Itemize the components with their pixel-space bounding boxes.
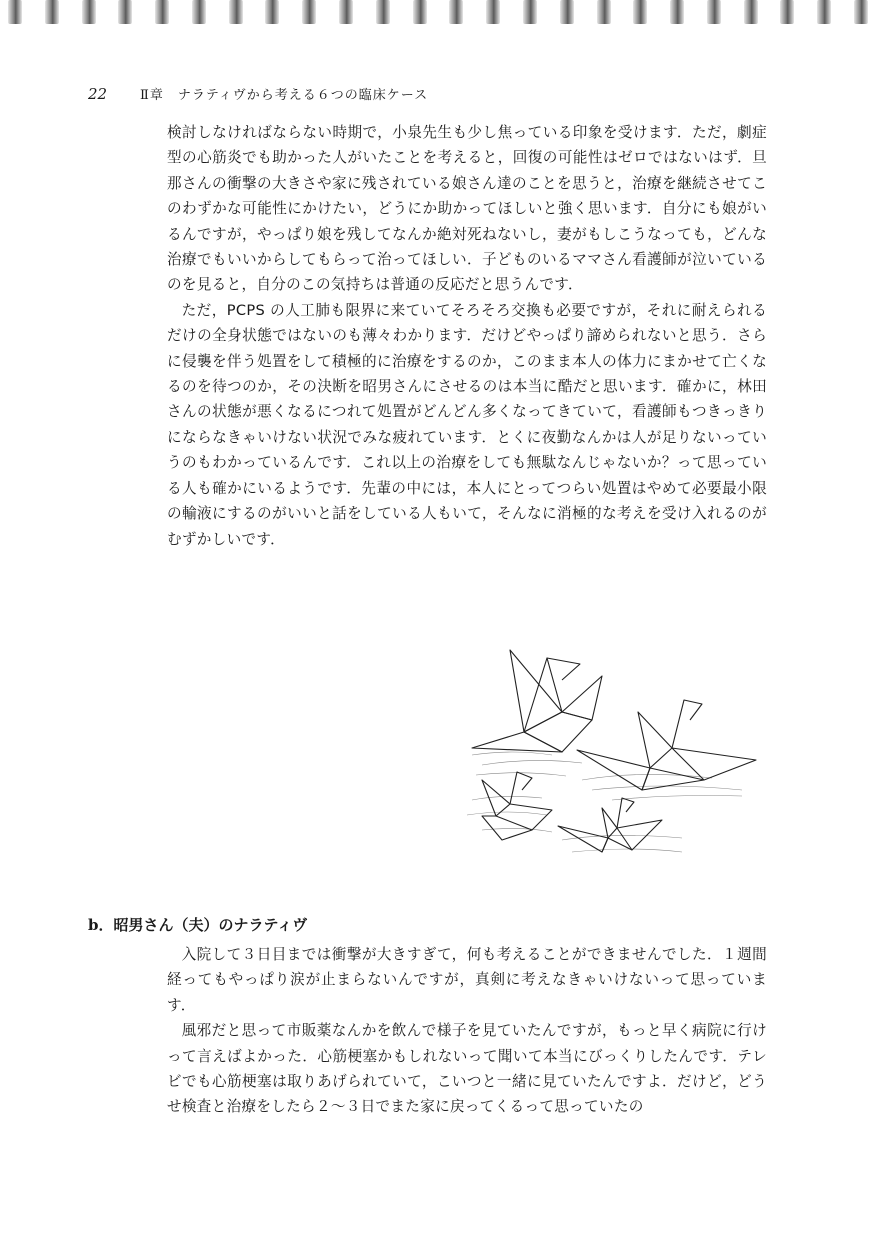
narrative-text-part1 <box>167 120 767 552</box>
crane-3 <box>482 772 552 840</box>
narrative-text-part2 <box>167 942 767 1120</box>
binding-strip <box>0 0 876 26</box>
crane-1 <box>472 650 602 752</box>
origami-cranes-illustration <box>462 640 762 870</box>
paragraph: 風邪だと思って市販薬なんかを飲んで様子を見ていたんですが，もっと早く病院に行けって言えばよかった．心筋梗塞かもしれないって聞いて本当にびっくりしたんです．テレビでも心筋梗塞は取りあげられていて，こいつと一緒に見ていたんですよ．だけど，どうせ検査と治療をしたら２〜３日でまた家に戻ってくるって思っていたの <box>167 1022 767 1116</box>
paragraph: 検討しなければならない時期で，小泉先生も少し焦っている印象を受けます．ただ，劇症型の心筋炎でも助かった人がいたことを考えると，回復の可能性はゼロではないはず．旦那さんの衝撃の大きさや家に残されている娘さん達のことを思うと，治療を継続させてこのわずかな可能性にかけたい，どうにか助かってほしいと強く思います．自分にも娘がいるんですが，やっぱり娘を残してなんか絶対死ねないし，妻がもしこうなっても，どんな治療でもいいからしてもらって治ってほしい．子どものいるママさん看護師が泣いているのを見ると，自分のこの気持ちは普通の反応だと思うんです． <box>167 124 767 294</box>
paragraph: ただ，PCPS の人工肺も限界に来ていてそろそろ交換も必要ですが，それに耐えられるだけの全身状態ではないのも薄々わかります．だけどやっぱり諦められないと思う．さらに侵襲を伴う処置をして積極的に治療をするのか，このまま本人の体力にまかせて亡くなるのを待つのか，その決断を昭男さんにさせるのは本当に酷だと思います．確かに，林田さんの状態が悪くなるにつれて処置がどんどん多くなってきていて，看護師もつきっきりにならなきゃいけない状況でみな疲れています．とくに夜勤なんかは人が足りないっていうのもわかっているんです．これ以上の治療をしても無駄なんじゃないか？って思っている人も確かにいるようです．先輩の中には，本人にとってつらい処置はやめて必要最小限の輸液にするのがいいと話をしている人もいて，そんなに消極的な考えを受け入れるのがむずかしいです． <box>167 301 767 548</box>
crane-2 <box>577 700 756 790</box>
page-number: 22 <box>88 85 108 103</box>
chapter-title: Ⅱ章 ナラティヴから考える６つの臨床ケース <box>140 88 429 103</box>
paragraph: 入院して３日目までは衝撃が大きすぎて，何も考えることができませんでした．１週間経ってもやっぱり涙が止まらないんですが，真剣に考えなきゃいけないって思っています． <box>167 946 767 1014</box>
section-heading: b．昭男さん（夫）のナラティヴ <box>88 916 308 934</box>
crane-4 <box>558 798 662 852</box>
running-header <box>88 84 428 103</box>
